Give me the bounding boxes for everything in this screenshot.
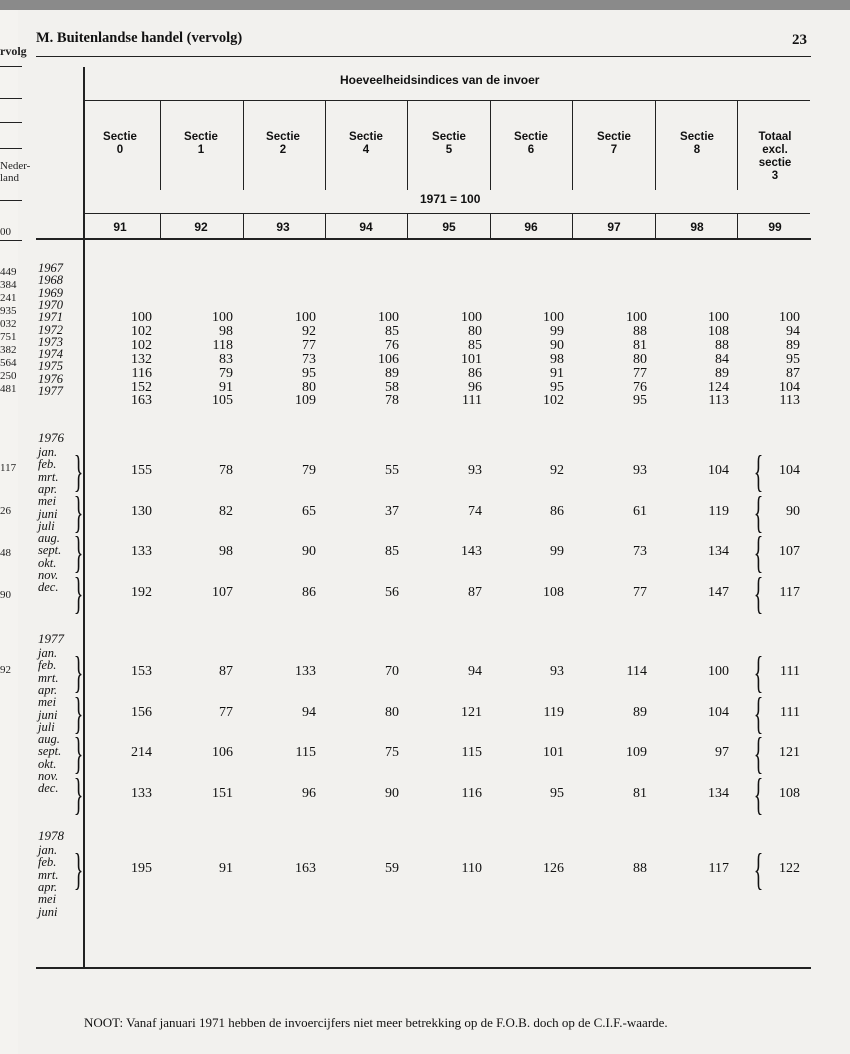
code-separator (325, 213, 326, 238)
table-cell: 100 (708, 664, 729, 679)
month-label: mrt. (38, 670, 59, 685)
column-separator (407, 100, 408, 190)
month-label: dec. (38, 580, 59, 595)
table-cell: 132 (131, 351, 152, 367)
code-separator (407, 213, 408, 238)
table-cell: 99 (550, 544, 564, 559)
margin-fragment: Neder- (0, 160, 31, 172)
column-code-91: 91 (113, 220, 127, 234)
table-cell: 121 (779, 745, 800, 760)
code-separator (160, 213, 161, 238)
table-cell: 115 (461, 745, 482, 760)
table-cell: 151 (212, 785, 233, 801)
month-label: jan. (38, 843, 58, 857)
period-year-label: 1976 (38, 430, 64, 445)
table-cell: 108 (779, 785, 800, 801)
table-cell: 107 (779, 544, 800, 559)
margin-fragment: 241 (0, 292, 17, 304)
table-cell: 104 (779, 463, 800, 478)
table-cell: 115 (295, 745, 316, 760)
table-cell: 58 (385, 379, 399, 395)
codes-top-rule (85, 213, 810, 214)
margin-fragment: 26 (0, 505, 11, 517)
column-separator (160, 100, 161, 190)
margin-fragment: 92 (0, 664, 11, 676)
quarter-brace: } (73, 845, 84, 894)
month-label: aug. (38, 732, 60, 747)
quarter-brace: } (73, 769, 84, 819)
table-bottom-rule (36, 967, 811, 969)
table-cell: 106 (378, 351, 399, 367)
table-cell: 92 (550, 463, 564, 478)
month-label: juli (38, 518, 55, 533)
table-cell: 80 (633, 351, 647, 367)
table-cell: 56 (385, 584, 399, 600)
table-cell: 100 (779, 310, 800, 325)
month-label: juni (38, 506, 58, 521)
table-cell: 76 (385, 337, 399, 353)
month-label: aug. (38, 531, 60, 546)
column-code-95: 95 (442, 220, 456, 234)
column-code-99: 99 (768, 220, 782, 234)
code-separator (655, 213, 656, 238)
table-cell: 130 (131, 503, 152, 519)
table-cell: 74 (468, 503, 482, 519)
quarter-brace: } (73, 729, 84, 778)
margin-fragment: 00 (0, 226, 11, 238)
column-separator (243, 100, 244, 190)
table-cell: 95 (550, 785, 564, 801)
month-label: apr. (38, 682, 58, 697)
table-cell: 105 (212, 393, 233, 409)
base-year-label: 1971 = 100 (420, 192, 481, 206)
month-label: mei (38, 494, 57, 509)
table-cell: 116 (131, 365, 152, 381)
column-header-3: Sectie 2 (266, 131, 300, 156)
table-cell: 79 (302, 463, 316, 478)
table-cell: 91 (219, 379, 233, 395)
margin-fragment: 032 (0, 318, 17, 330)
code-separator (572, 213, 573, 238)
table-cell: 81 (633, 337, 647, 353)
table-cell: 93 (468, 463, 482, 478)
column-code-98: 98 (690, 220, 704, 234)
table-cell: 100 (212, 310, 233, 325)
table-cell: 102 (131, 323, 152, 339)
month-label: juli (38, 719, 55, 734)
month-label: juni (38, 707, 58, 722)
table-cell: 80 (302, 379, 316, 395)
table-cell: 94 (468, 664, 482, 679)
table-cell: 104 (708, 704, 729, 720)
table-cell: 124 (708, 379, 729, 395)
page-number: 23 (792, 32, 807, 48)
table-cell: 61 (633, 503, 647, 519)
table-cell: 100 (461, 310, 482, 325)
table-cell: 77 (302, 337, 316, 353)
quarter-brace: } (73, 568, 84, 618)
month-label: feb. (38, 855, 57, 870)
margin-fragment: 382 (0, 344, 17, 356)
year-label: 1971 (38, 310, 63, 325)
table-cell: 107 (212, 584, 233, 600)
table-cell: 90 (302, 544, 316, 559)
table-cell: 88 (633, 323, 647, 339)
table-cell: 163 (295, 861, 316, 876)
margin-rule (0, 66, 22, 67)
month-label: nov. (38, 568, 59, 582)
table-cell: 76 (633, 379, 647, 395)
table-cell: 108 (543, 584, 564, 600)
table-cell: 80 (468, 323, 482, 339)
top-rule (36, 56, 811, 57)
table-cell: 82 (219, 503, 233, 519)
quarter-brace: } (73, 688, 84, 738)
table-cell: 87 (786, 365, 800, 381)
table-cell: 133 (131, 544, 152, 559)
column-separator (325, 100, 326, 190)
column-header-4: Sectie 4 (349, 131, 383, 156)
period-year-label: 1978 (38, 828, 64, 843)
year-label: 1977 (38, 384, 63, 398)
table-cell: 114 (626, 664, 647, 679)
column-separator (572, 100, 573, 190)
table-cell: 98 (550, 351, 564, 367)
margin-fragment: 935 (0, 305, 17, 317)
page-title: M. Buitenlandse handel (vervolg) (36, 30, 243, 46)
table-cell: 134 (708, 785, 729, 801)
table-cell: 95 (786, 351, 800, 367)
year-label: 1967 (38, 261, 63, 275)
table-cell: 133 (295, 664, 316, 679)
column-header-5: Sectie 5 (432, 131, 466, 156)
year-label: 1968 (38, 273, 63, 288)
margin-rule (0, 240, 22, 241)
table-cell: 100 (626, 310, 647, 325)
table-cell: 81 (633, 785, 647, 801)
code-separator (243, 213, 244, 238)
column-header-6: Sectie 6 (514, 131, 548, 156)
table-cell: 80 (385, 704, 399, 720)
table-cell: 96 (468, 379, 482, 395)
table-cell: 92 (302, 323, 316, 339)
table-cell: 155 (131, 463, 152, 478)
table-cell: 119 (543, 704, 564, 720)
table-cell: 90 (786, 503, 800, 519)
quarter-brace-right: { (753, 648, 764, 697)
table-cell: 102 (543, 393, 564, 409)
margin-rule (0, 122, 22, 123)
table-cell: 100 (131, 310, 152, 325)
table-cell: 94 (786, 323, 800, 339)
quarter-brace-right: { (753, 845, 764, 894)
margin-fragment: 250 (0, 370, 17, 382)
margin-fragment: land (0, 172, 19, 184)
table-cell: 77 (633, 584, 647, 600)
table-cell: 117 (708, 861, 729, 876)
month-label: nov. (38, 769, 59, 783)
table-cell: 108 (708, 323, 729, 339)
table-cell: 77 (633, 365, 647, 381)
table-cell: 88 (633, 861, 647, 876)
table-cell: 97 (715, 745, 729, 760)
table-cell: 89 (786, 337, 800, 353)
month-label: mrt. (38, 469, 59, 484)
code-separator (490, 213, 491, 238)
table-cell: 73 (633, 544, 647, 559)
table-cell: 106 (212, 745, 233, 760)
table-cell: 122 (779, 861, 800, 876)
margin-fragment: 449 (0, 266, 17, 278)
quarter-brace: } (73, 648, 84, 697)
month-label: jan. (38, 445, 58, 459)
month-label: feb. (38, 658, 57, 673)
table-cell: 134 (708, 544, 729, 559)
table-cell: 90 (550, 337, 564, 353)
table-cell: 195 (131, 861, 152, 876)
table-cell: 111 (780, 664, 800, 679)
margin-fragment: 751 (0, 331, 17, 343)
month-label: sept. (38, 744, 62, 759)
table-cell: 89 (633, 704, 647, 720)
column-code-93: 93 (276, 220, 290, 234)
table-cell: 126 (543, 861, 564, 876)
column-separator (490, 100, 491, 190)
year-label: 1975 (38, 359, 63, 374)
month-label: mrt. (38, 867, 59, 882)
table-cell: 88 (715, 337, 729, 353)
table-cell: 118 (212, 337, 233, 353)
table-cell: 133 (131, 785, 152, 801)
quarter-brace: } (73, 447, 84, 496)
margin-fragment: 564 (0, 357, 17, 369)
table-cell: 86 (302, 584, 316, 600)
table-cell: 93 (633, 463, 647, 478)
table-cell: 100 (708, 310, 729, 325)
table-cell: 79 (219, 365, 233, 381)
quarter-brace-right: { (753, 568, 764, 618)
footnote: NOOT: Vanaf januari 1971 hebben de invoercijfers niet meer betrekking op de F.O.B. doch op de C.I.F.-waarde. (84, 1015, 668, 1030)
quarter-brace-right: { (753, 528, 764, 577)
table-cell: 113 (779, 393, 800, 409)
table-cell: 59 (385, 861, 399, 876)
column-header-7: Sectie 7 (597, 131, 631, 156)
table-cell: 87 (219, 664, 233, 679)
period-year-label: 1977 (38, 631, 64, 646)
table-cell: 70 (385, 664, 399, 679)
month-label: okt. (38, 756, 57, 771)
table-cell: 113 (708, 393, 729, 409)
month-label: apr. (38, 481, 58, 496)
table-cell: 153 (131, 664, 152, 679)
column-separator (655, 100, 656, 190)
table-cell: 104 (708, 463, 729, 478)
margin-rule (0, 98, 22, 99)
table-cell: 101 (543, 745, 564, 760)
table-cell: 100 (295, 310, 316, 325)
table-cell: 55 (385, 463, 399, 478)
table-cell: 98 (219, 544, 233, 559)
table-cell: 111 (780, 704, 800, 720)
table-cell: 111 (462, 393, 482, 409)
quarter-brace-right: { (753, 447, 764, 496)
table-cell: 85 (468, 337, 482, 353)
caption-rule (85, 100, 810, 101)
table-cell: 109 (295, 393, 316, 409)
year-label: 1972 (38, 322, 63, 337)
table-cell: 109 (626, 745, 647, 760)
margin-rule (0, 200, 22, 201)
table-cell: 143 (461, 544, 482, 559)
year-label: 1974 (38, 347, 63, 362)
document-page (18, 10, 850, 1054)
month-label: sept. (38, 543, 62, 558)
table-cell: 84 (715, 351, 729, 367)
year-label: 1969 (38, 285, 63, 300)
table-cell: 95 (633, 393, 647, 409)
table-cell: 89 (715, 365, 729, 381)
table-cell: 73 (302, 351, 316, 367)
year-label: 1970 (38, 297, 63, 312)
margin-fragment: rvolg (0, 44, 27, 58)
table-cell: 119 (708, 503, 729, 519)
table-cell: 147 (708, 584, 729, 600)
year-label: 1973 (38, 334, 63, 349)
margin-fragment: 90 (0, 589, 11, 601)
margin-rule (0, 148, 22, 149)
margin-fragment: 117 (0, 462, 17, 474)
table-cell: 86 (468, 365, 482, 381)
table-cell: 89 (385, 365, 399, 381)
table-cell: 83 (219, 351, 233, 367)
table-cell: 102 (131, 337, 152, 353)
month-label: feb. (38, 457, 57, 472)
month-label: okt. (38, 555, 57, 570)
month-label: mei (38, 695, 57, 710)
table-cell: 91 (550, 365, 564, 381)
table-cell: 100 (378, 310, 399, 325)
column-header-2: Sectie 1 (184, 131, 218, 156)
table-cell: 86 (550, 503, 564, 519)
table-cell: 78 (385, 393, 399, 409)
table-cell: 163 (131, 393, 152, 409)
table-cell: 90 (385, 785, 399, 801)
column-code-96: 96 (524, 220, 538, 234)
quarter-brace: } (73, 528, 84, 577)
table-cell: 152 (131, 379, 152, 395)
column-header-9: Totaal excl. sectie 3 (758, 131, 792, 182)
quarter-brace-right: { (753, 729, 764, 778)
table-cell: 96 (302, 785, 316, 801)
column-code-97: 97 (607, 220, 621, 234)
table-cell: 110 (461, 861, 482, 876)
month-label: juni (38, 904, 58, 919)
column-header-8: Sectie 8 (680, 131, 714, 156)
table-cell: 91 (219, 861, 233, 876)
table-cell: 101 (461, 351, 482, 367)
table-cell: 78 (219, 463, 233, 478)
column-header-1: Sectie 0 (103, 131, 137, 156)
quarter-brace-right: { (753, 688, 764, 738)
table-cell: 95 (302, 365, 316, 381)
quarter-brace-right: { (753, 769, 764, 819)
table-caption: Hoeveelheidsindices van de invoer (340, 73, 540, 87)
table-cell: 75 (385, 745, 399, 760)
table-cell: 93 (550, 664, 564, 679)
quarter-brace-right: { (753, 487, 764, 537)
table-cell: 65 (302, 503, 316, 519)
table-cell: 192 (131, 584, 152, 600)
table-cell: 85 (385, 323, 399, 339)
month-label: apr. (38, 879, 58, 894)
table-cell: 121 (461, 704, 482, 720)
table-cell: 98 (219, 323, 233, 339)
table-cell: 104 (779, 379, 800, 395)
margin-fragment: 48 (0, 547, 11, 559)
month-label: mei (38, 892, 57, 907)
table-cell: 214 (131, 745, 152, 760)
column-code-92: 92 (194, 220, 208, 234)
table-cell: 77 (219, 704, 233, 720)
month-label: jan. (38, 646, 58, 660)
column-code-94: 94 (359, 220, 373, 234)
table-cell: 156 (131, 704, 152, 720)
quarter-brace: } (73, 487, 84, 537)
table-cell: 100 (543, 310, 564, 325)
month-label: dec. (38, 781, 59, 796)
table-cell: 94 (302, 704, 316, 720)
table-cell: 95 (550, 379, 564, 395)
codes-bottom-rule (36, 238, 811, 240)
table-cell: 117 (779, 584, 800, 600)
table-cell: 85 (385, 544, 399, 559)
table-cell: 37 (385, 503, 399, 519)
margin-fragment: 384 (0, 279, 17, 291)
table-cell: 87 (468, 584, 482, 600)
table-cell: 99 (550, 323, 564, 339)
year-label: 1976 (38, 371, 63, 386)
margin-fragment: 481 (0, 383, 17, 395)
table-cell: 116 (461, 785, 482, 801)
